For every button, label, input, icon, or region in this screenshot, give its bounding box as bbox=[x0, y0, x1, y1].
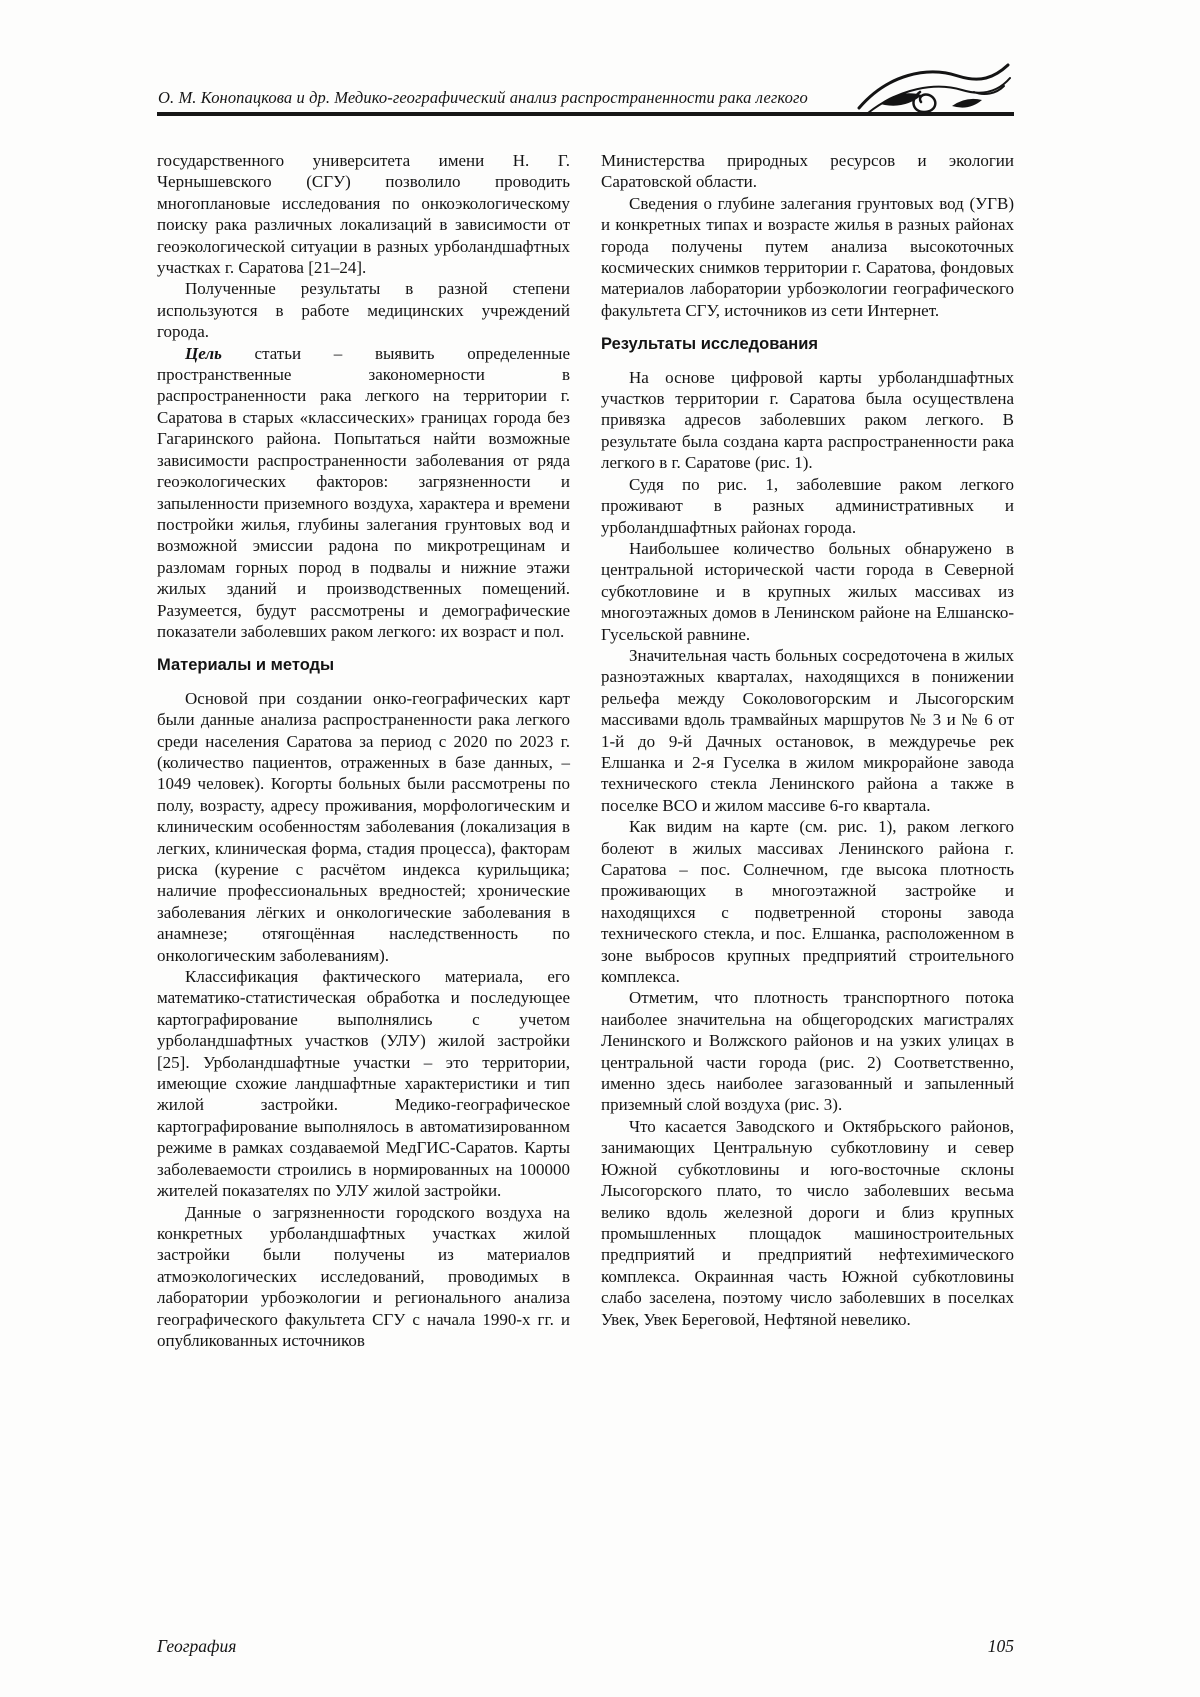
paragraph: Министерства природных ресурсов и экологии Саратовской области. bbox=[601, 151, 1014, 192]
paragraph: Значительная часть больных сосредоточена в жилых разноэтажных кварталах, находящихся в понижении рельефа между Соколовогорским и Лысогорским массивами вдоль трамвайных маршрутов № 3 и № 6 от 1-й до 9-й Дачных остановок, в междуречье рек Елшанка и 2-я Гуселка в жилом микрорайоне завода технического стекла Ленинского района а также в поселке ВСО и жилом массиве 6-го квартала. bbox=[601, 645, 1014, 815]
paragraph: государственного университета имени Н. Г. Чернышевского (СГУ) позволило проводить многоплановые исследования по онкоэкологическому поиску рака различных локализаций в зависимости от геоэкологической ситуации в разных урболандшафтных участках г. Саратова [21–24]. bbox=[157, 151, 570, 278]
section-heading-methods: Материалы и методы bbox=[157, 656, 335, 675]
paragraph: Что касается Заводского и Октябрьского районов, занимающих Центральную субкотловину и север Южной субкотловины и юго-восточные склоны Лысогорского плато, то число заболевших весьма велико вдоль железной дороги и близ крупных промышленных площадок машиностроительных предприятий и предприятий нефтехимического комплекса. Окраинная часть Южной субкотловины слабо заселена, поэтому число заболевших в поселках Увек, Увек Береговой, Нефтяной невелико. bbox=[601, 1116, 1014, 1329]
page-footer bbox=[157, 1636, 1014, 1657]
paragraph: Основой при создании онко-географических карт были данные анализа распространенности рака легкого среди населения Саратова за период с 2020 по 2023 г. (количество пациентов, отраженных в базе данных, – 1049 человек). Когорты больных были рассмотрены по полу, возрасту, адресу проживания, морфологическим и клиническим особенностям заболевания (локализация в легких, клиническая форма, стадия процесса), факторам риска (курение с расчётом индекса курильщика; наличие профессиональных вредностей; хронические заболевания лёгких и онкологические заболевания в анамнезе; отягощённая наследственность по онкологическим заболеваниям). bbox=[157, 688, 570, 965]
paragraph: Отметим, что плотность транспортного потока наиболее значительна на общегородских магистралях Ленинского и Волжского районов и на узких улицах в центральной части города (рис. 2) Соответственно, именно здесь наиболее загазованный и запыленный приземный слой воздуха (рис. 3). bbox=[601, 988, 1014, 1115]
paragraph-goal bbox=[157, 343, 570, 643]
right-column bbox=[601, 150, 1014, 1351]
paragraph: Как видим на карте (см. рис. 1), раком легкого болеют в жилых массивах Ленинского района г. Саратова – пос. Солнечном, где высока плотность проживающих в многоэтажной застройке и находящихся с подветренной стороны завода технического стекла, и пос. Елшанка, расположенном в зоне выбросов крупных предприятий строительного комплекса. bbox=[601, 817, 1014, 987]
paragraph: Сведения о глубине залегания грунтовых вод (УГВ) и конкретных типах и возрасте жилья в разных районах города получены путем анализа высокоточных космических снимков территории г. Саратова, фондовых материалов лаборатории урбоэкологии географического факультета СГУ, источников из сети Интернет. bbox=[601, 193, 1014, 320]
paragraph: Наибольшее количество больных обнаружено в центральной исторической части города в Северной субкотловине и в крупных жилых массивах из многоэтажных домов в Ленинском районе на Елшанско-Гусельской равнине. bbox=[601, 538, 1014, 644]
goal-lead-label: Цель bbox=[185, 343, 222, 363]
footer-section-label: География bbox=[157, 1636, 237, 1656]
paragraph: На основе цифровой карты урболандшафтных участков территории г. Саратова была осуществлена привязка адресов заболевших раком легкого. В результате была создана карта распространенности рака легкого в г. Саратове (рис. 1). bbox=[601, 367, 1014, 473]
flourish-icon bbox=[856, 62, 1014, 120]
footer-page-number: 105 bbox=[987, 1636, 1014, 1656]
section-heading-results: Результаты исследования bbox=[601, 335, 819, 354]
paragraph: Классификация фактического материала, его математико-статистическая обработка и последующее картографирование выполнялись с учетом урболандшафтных участков (УЛУ) жилой застройки [25]. Урболандшафтные участки – это территории, имеющие схожие ландшафтные характеристики и тип жилой застройки. Медико-географическое картографирование выполнялось в автоматизированном режиме в рамках создаваемой МедГИС-Саратов. Карты заболеваемости строились в нормированных на 100000 жителей показателях по УЛУ жилой застройки. bbox=[157, 967, 570, 1201]
paragraph: Полученные результаты в разной степени используются в работе медицинских учреждений города. bbox=[157, 279, 570, 342]
goal-text: статьи – выявить определенные пространственные закономерности в распространенности рака легкого на территории г. Саратова в старых «классических» границах города без Гагаринского района. Попытаться найти возможные зависимости распространенности заболевания от ряда геоэкологических факторов: загрязненности и запыленности приземного воздуха, характера и времени постройки жилья, глубины залегания грунтовых вод и возможной эмиссии радона по микротрещинам и разломам горных пород в подвалы и нижние этажи жилых зданий и производственных помещений. Разумеется, будут рассмотрены и демографические показатели заболевших раком легкого: их возраст и пол. bbox=[157, 343, 570, 641]
paragraph: Данные о загрязненности городского воздуха на конкретных урболандшафтных участках жилой застройки были получены из материалов атмоэкологических исследований, проводимых в лаборатории урбоэкологии и регионального анализа географического факультета СГУ с начала 1990-х гг. и опубликованных источников bbox=[157, 1202, 570, 1350]
article-body bbox=[157, 150, 1014, 1351]
running-head-title: О. М. Конопацкова и др. Медико-географический анализ распространенности рака легкого bbox=[158, 88, 808, 107]
left-column bbox=[157, 150, 570, 1351]
paragraph: Судя по рис. 1, заболевшие раком легкого проживают в разных административных и урболандшафтных районах города. bbox=[601, 474, 1014, 537]
